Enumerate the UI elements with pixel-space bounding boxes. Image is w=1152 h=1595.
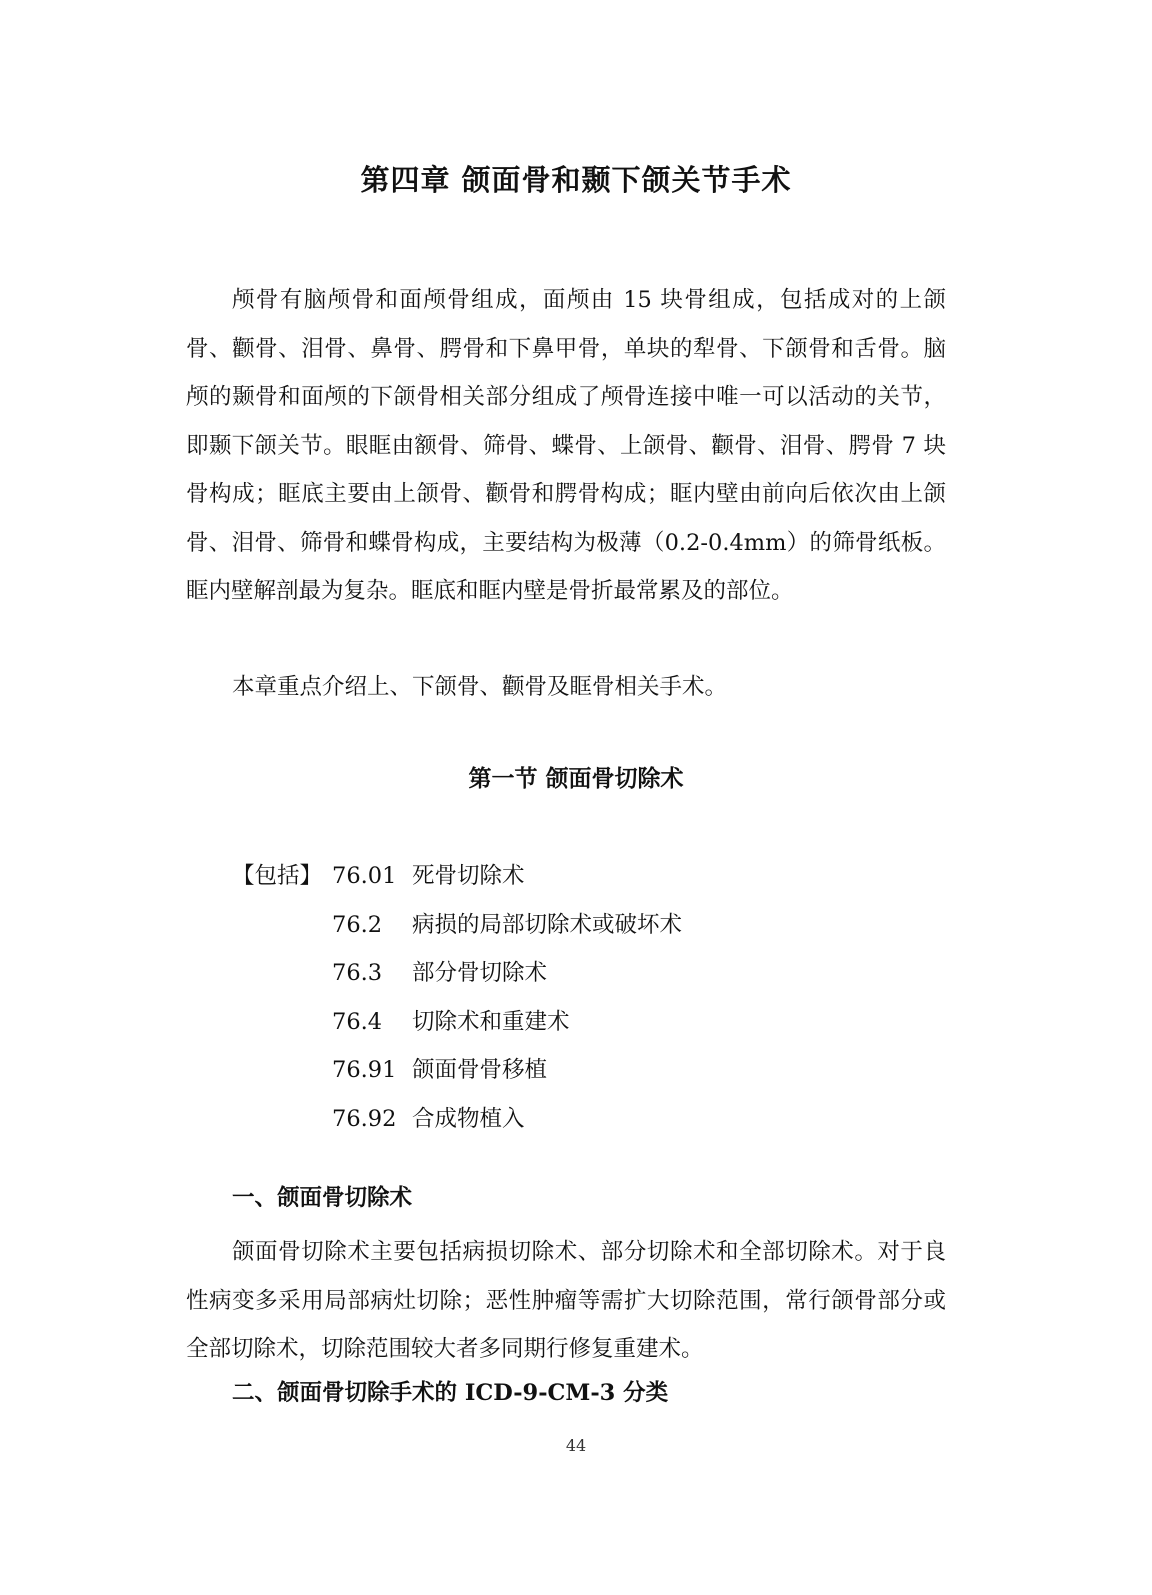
list-item [232,901,932,950]
procedure-label: 死骨切除术 [412,863,525,889]
procedure-code: 76.3 [332,960,383,986]
section-title: 第一节 颌面骨切除术 [468,765,684,792]
chapter-title: 第四章 颌面骨和颞下颌关节手术 [360,163,792,197]
intro-paragraph: 颅骨有脑颅骨和面颅骨组成，面颅由 15 块骨组成，包括成对的上颌骨、颧骨、泪骨、鼻骨、腭骨和下鼻甲骨，单块的犁骨、下颌骨和舌骨。脑颅的颞骨和面颅的下颌骨相关部分组成了颅骨连接中唯一可以活动的关节，即颞下颌关节。眼眶由额骨、筛骨、蝶骨、上颌骨、颧骨、泪骨、腭骨 7 块骨构成；眶底主要由上颌骨、颧骨和腭骨构成；眶内壁由前向后依次由上颌骨、泪骨、筛骨和蝶骨构成，主要结构为极薄（0.2-0.4mm）的筛骨纸板。眶内壁解剖最为复杂。眶底和眶内壁是骨折最常累及的部位。 [186,287,946,604]
list-item [232,852,932,901]
procedure-code: 76.91 [332,1057,397,1083]
intro-paragraph-2: 本章重点介绍上、下颌骨、颧骨及眶骨相关手术。 [232,674,728,700]
list-item [232,1046,932,1095]
list-item [232,1095,932,1144]
procedure-label: 切除术和重建术 [412,1008,570,1035]
procedure-code: 76.01 [332,863,397,889]
list-item [232,949,932,998]
procedure-label: 部分骨切除术 [412,960,548,986]
subsection-heading-two: 二、颌面骨切除手术的 ICD-9-CM-3 分类 [232,1380,669,1406]
list-item [232,998,932,1047]
procedure-code: 76.2 [332,911,383,938]
subsection-paragraph: 颌面骨切除术主要包括病损切除术、部分切除术和全部切除术。对于良性病变多采用局部病灶切除；恶性肿瘤等需扩大切除范围，常行颌骨部分或全部切除术，切除范围较大者多同期行修复重建术。 [186,1239,946,1362]
includes-label: 【包括】 [232,863,323,889]
procedure-code: 76.92 [332,1105,397,1132]
procedure-label: 颌面骨骨移植 [412,1057,548,1083]
procedure-label: 合成物植入 [412,1105,525,1132]
subsection-heading-one: 一、颌面骨切除术 [232,1185,413,1211]
procedure-label: 病损的局部切除术或破坏术 [412,911,683,938]
page-number: 44 [565,1436,587,1455]
procedure-code-list [232,852,932,1143]
procedure-code: 76.4 [332,1008,383,1035]
